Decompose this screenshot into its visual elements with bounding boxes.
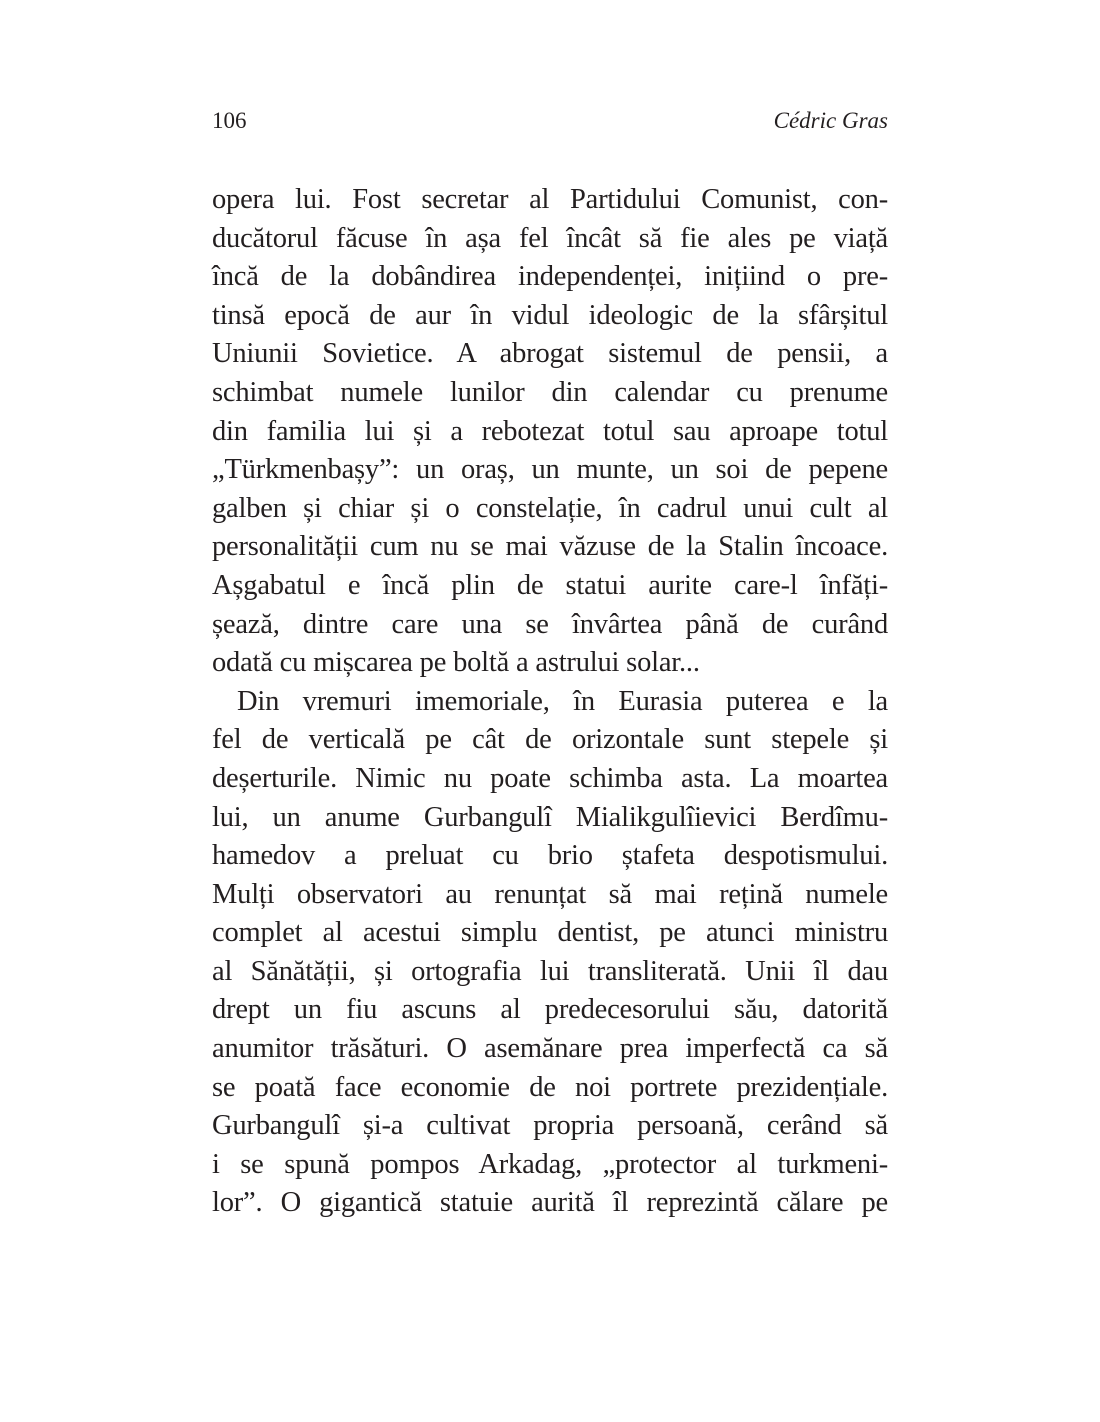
text-line: Uniunii Sovietice. A abrogat sistemul de pensii, a: [212, 338, 888, 370]
text-line: se poată face economie de noi portrete prezidențiale.: [212, 1071, 888, 1103]
text-line: deșerturile. Nimic nu poate schimba asta. La moartea: [212, 762, 888, 794]
text-line: lui, un anume Gurbangulî Mialikgulîievici Berdîmu-: [212, 801, 888, 833]
text-line: lor”. O gigantică statuie aurită îl reprezintă călare pe: [212, 1187, 888, 1219]
text-line: din familia lui și a rebotezat totul sau aproape totul: [212, 415, 888, 447]
page-number: 106: [212, 108, 247, 133]
text-line: ducătorul făcuse în așa fel încât să fie ales pe viață: [212, 222, 888, 254]
text-line: i se spună pompos Arkadag, „protector al turkmeni-: [212, 1148, 888, 1180]
text-line: șează, dintre care una se învârtea până de curând: [212, 608, 888, 640]
running-header-author: Cédric Gras: [773, 108, 888, 133]
text-line: al Sănătății, și ortografia lui transliterată. Unii îl dau: [212, 955, 888, 987]
text-line: drept un fiu ascuns al predecesorului său, datorită: [212, 994, 888, 1026]
text-line: tinsă epocă de aur în vidul ideologic de la sfârșitul: [212, 299, 888, 331]
text-line: Mulți observatori au renunțat să mai rețină numele: [212, 878, 888, 910]
text-line: odată cu mișcarea pe boltă a astrului solar...: [212, 647, 700, 679]
text-line: personalității cum nu se mai văzuse de la Stalin încoace.: [212, 531, 888, 563]
text-line: Din vremuri imemoriale, în Eurasia puterea e la: [237, 685, 888, 717]
paragraph-2: [212, 683, 888, 1223]
body-text: [212, 181, 888, 1223]
running-header: [212, 104, 888, 138]
text-line: Gurbangulî și-a cultivat propria persoană, cerând să: [212, 1110, 888, 1142]
text-line: schimbat numele lunilor din calendar cu prenume: [212, 376, 888, 408]
paragraph-1: [212, 181, 888, 683]
text-line: fel de verticală pe cât de orizontale sunt stepele și: [212, 724, 888, 756]
text-line: complet al acestui simplu dentist, pe atunci ministru: [212, 917, 888, 949]
text-line: anumitor trăsături. O asemănare prea imperfectă ca să: [212, 1033, 888, 1065]
text-line: galben și chiar și o constelație, în cadrul unui cult al: [212, 492, 888, 524]
text-line: hamedov a preluat cu brio ștafeta despotismului.: [212, 840, 888, 872]
text-line: „Türkmenbașy”: un oraș, un munte, un soi de pepene: [212, 454, 888, 486]
text-line: Așgabatul e încă plin de statui aurite care-l înfăți-: [212, 569, 888, 601]
text-line: opera lui. Fost secretar al Partidului Comunist, con-: [212, 184, 888, 215]
text-line: încă de la dobândirea independenței, inițiind o pre-: [212, 261, 888, 293]
